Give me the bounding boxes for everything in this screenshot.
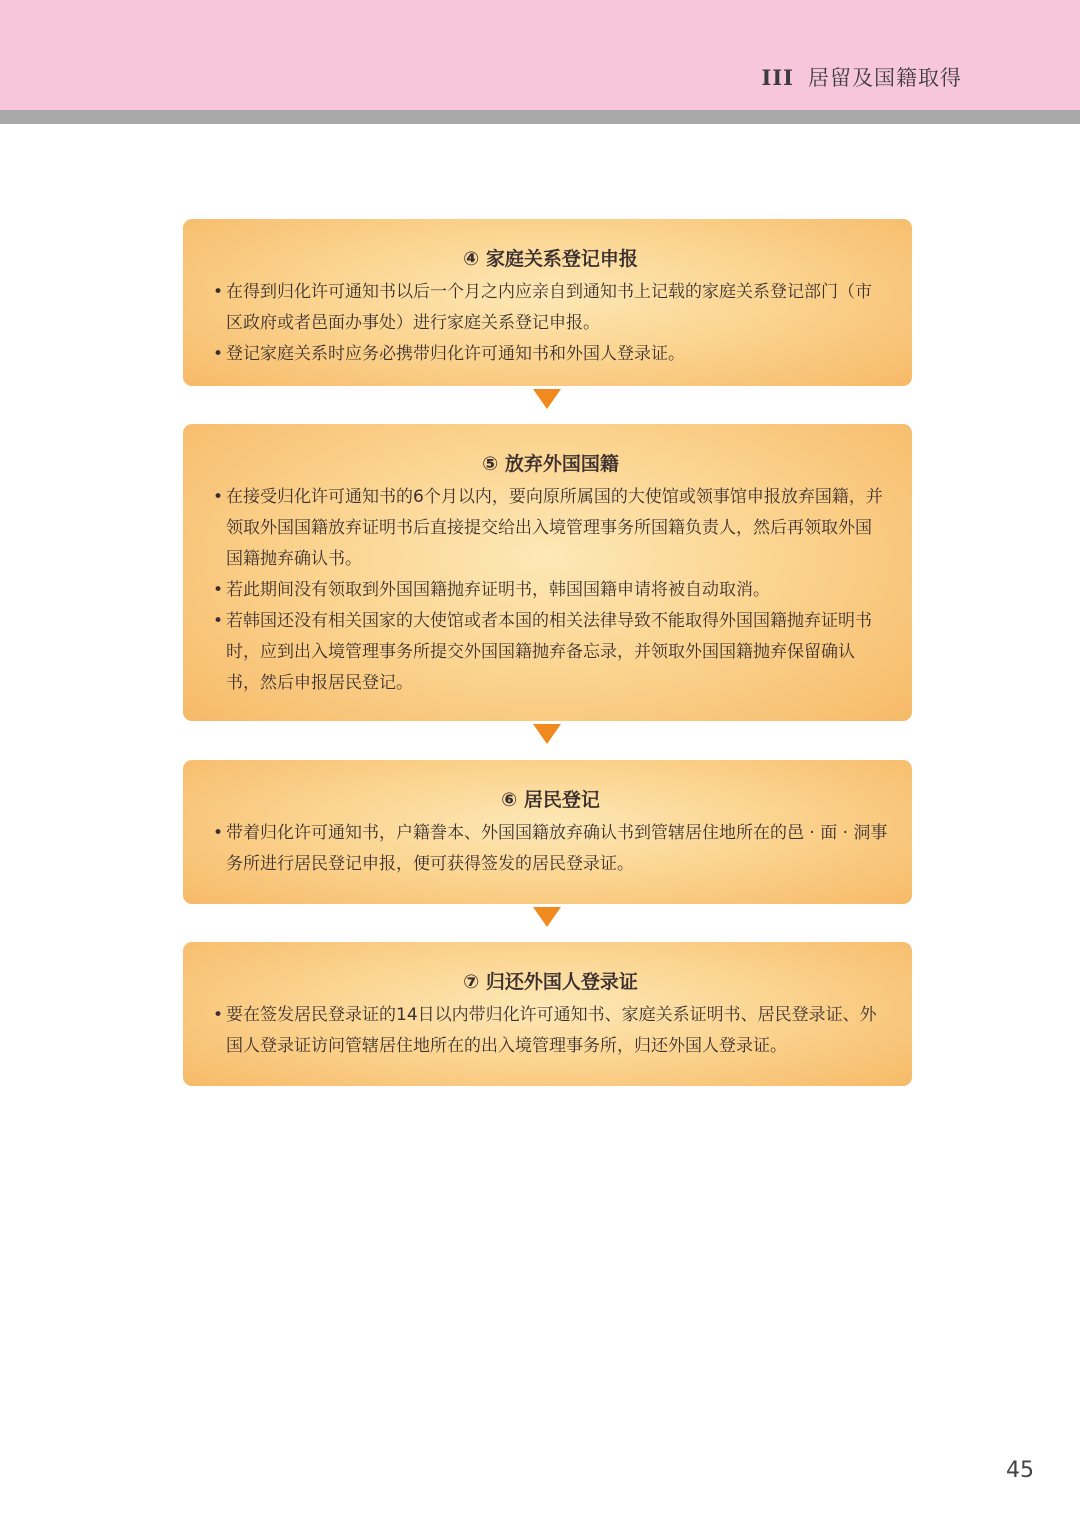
step-title: ④ 家庭关系登记申报 (463, 248, 638, 270)
step-bullet (213, 606, 888, 699)
step-bullet (213, 1000, 888, 1062)
bullet-text: 登记家庭关系时应务必携带归化许可通知书和外国人登录证。 (226, 344, 685, 364)
bullet-dot: • (213, 1005, 224, 1025)
step-title: ⑦ 归还外国人登录证 (463, 971, 638, 993)
bullet-dot: • (213, 823, 224, 843)
bullet-text: 带着归化许可通知书，户籍誊本、外国国籍放弃确认书到管辖居住地所在的邑 · 面 · 洞事务所进行居民登记申报，便可获得签发的居民登录证。 (226, 823, 888, 874)
chapter-number: III (761, 65, 794, 90)
flow-arrow-down-icon (533, 724, 561, 744)
bullet-text: 若此期间没有领取到外国国籍抛弃证明书，韩国国籍申请将被自动取消。 (226, 580, 770, 600)
bullet-dot: • (213, 580, 224, 600)
bullet-text: 在得到归化许可通知书以后一个月之内应亲自到通知书上记载的家庭关系登记部门（市区政府或者邑面办事处）进行家庭关系登记申报。 (226, 282, 872, 333)
page-number: 45 (1006, 1458, 1034, 1483)
step-box-resident-registration (183, 760, 912, 904)
bullet-text: 要在签发居民登录证的14日以内带归化许可通知书、家庭关系证明书、居民登录证、外国人登录证访问管辖居住地所在的出入境管理事务所，归还外国人登录证。 (226, 1005, 877, 1056)
step-bullet (213, 339, 888, 370)
flow-arrow-down-icon (533, 389, 561, 409)
bullet-text: 若韩国还没有相关国家的大使馆或者本国的相关法律导致不能取得外国国籍抛弃证明书时，应到出入境管理事务所提交外国国籍抛弃备忘录，并领取外国国籍抛弃保留确认书，然后申报居民登记。 (226, 611, 872, 693)
step-bullet (213, 482, 888, 575)
bullet-dot: • (213, 282, 224, 302)
step-box-family-registration (183, 219, 912, 386)
step-bullet (213, 277, 888, 339)
step-title: ⑤ 放弃外国国籍 (482, 453, 619, 475)
bullet-text: 在接受归化许可通知书的6个月以内，要向原所属国的大使馆或领事馆申报放弃国籍，并领取外国国籍放弃证明书后直接提交给出入境管理事务所国籍负责人，然后再领取外国国籍抛弃确认书。 (226, 487, 883, 569)
step-box-renounce-nationality (183, 424, 912, 721)
step-bullet (213, 818, 888, 880)
flow-arrow-down-icon (533, 907, 561, 927)
header-band (0, 0, 1080, 110)
bullet-dot: • (213, 344, 224, 364)
header-divider (0, 110, 1080, 124)
step-box-return-alien-card (183, 942, 912, 1086)
chapter-title: 居留及国籍取得 (808, 66, 962, 90)
bullet-dot: • (213, 487, 224, 507)
chapter-header (762, 62, 962, 92)
step-title: ⑥ 居民登记 (501, 789, 600, 811)
step-bullet (213, 575, 888, 606)
bullet-dot: • (213, 611, 224, 631)
